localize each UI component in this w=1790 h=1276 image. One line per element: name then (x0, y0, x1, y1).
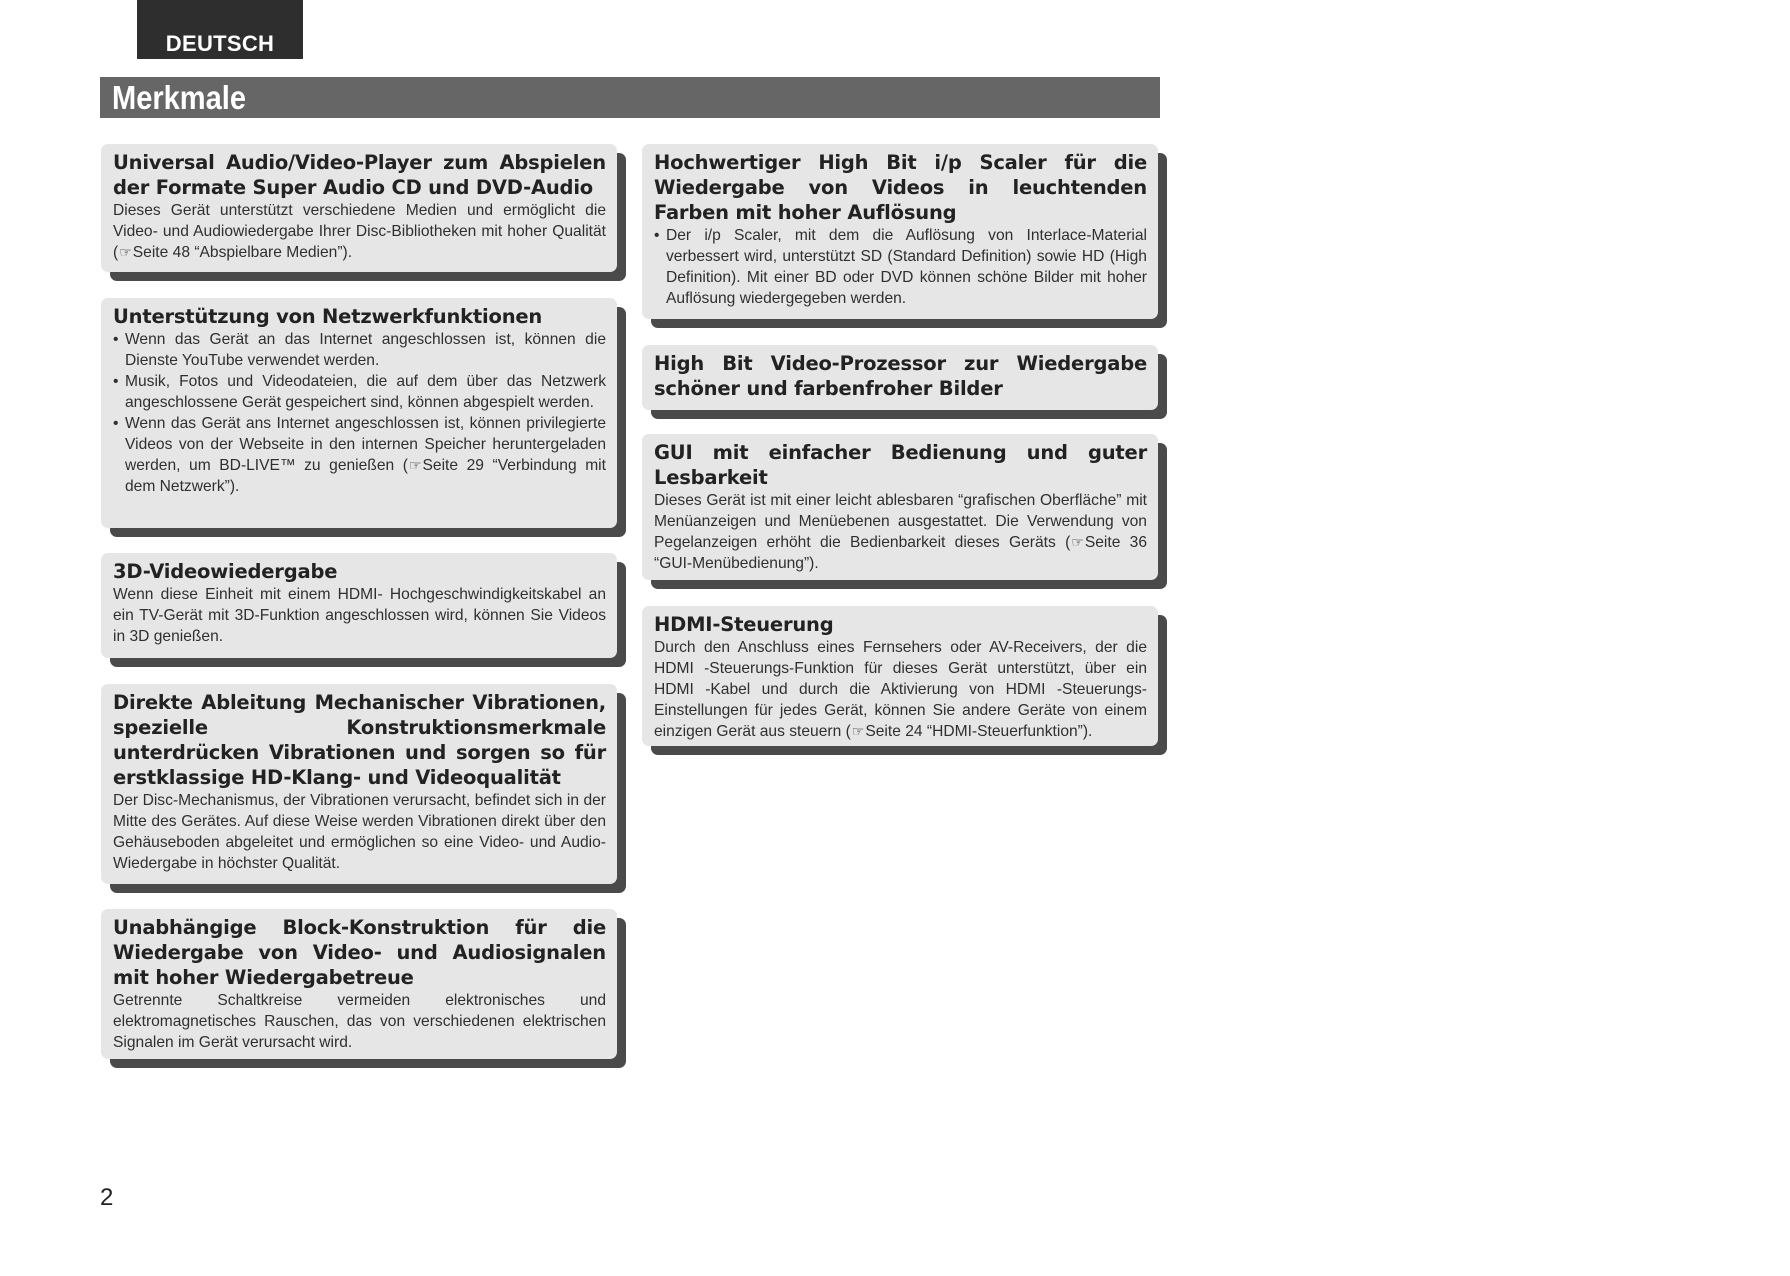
feature-description: Getrennte Schaltkreise vermeiden elektronisches und elektromagnetisches Rauschen, das von verschiedenen elektrischen Signalen im Gerät verursacht wird. (113, 992, 606, 1051)
feature-description: Dieses Gerät ist mit einer leicht ablesbaren “grafischen Oberfläche” mit Menüanzeigen und Menüebenen ausgestattet. Die Verwendung von Pegelanzeigen erhöht die Bedienbarkeit dieses Geräts (☞Seite 36 “GUI-Menübedienung”). (654, 492, 1147, 572)
feature-heading: 3D-Videowiedergabe (113, 560, 338, 583)
page-reference-icon: ☞ (851, 723, 865, 739)
feature-bullet: • Musik, Fotos und Videodateien, die auf dem über das Netzwerk angeschlossene Gerät gespeichert sind, können abgespielt werden. (113, 371, 606, 413)
page-reference-icon: ☞ (1071, 534, 1084, 550)
feature-description: Wenn diese Einheit mit einem HDMI- Hochgeschwindigkeitskabel an ein TV-Gerät mit 3D-Funktion angeschlossen wird, können Sie Videos in 3D genießen. (113, 586, 606, 645)
feature-card-gui (642, 434, 1158, 580)
feature-bullet-list (654, 225, 1147, 309)
feature-heading: Universal Audio/Video-Player zum Abspielen der Formate Super Audio CD und DVD-Audio (113, 151, 606, 199)
feature-card-block-construction (101, 909, 617, 1059)
feature-bullet: • Wenn das Gerät an das Internet angeschlossen ist, können die Dienste YouTube verwendet werden. (113, 329, 606, 371)
feature-card-3d-video (101, 553, 617, 658)
feature-heading: Direkte Ableitung Mechanischer Vibrationen, spezielle Konstruktionsmerkmale unterdrücken Vibrationen und sorgen so für erstklassige HD-Klang- und Videoqualität (113, 691, 606, 789)
feature-heading: Unabhängige Block-Konstruktion für die Wiedergabe von Video- und Audiosignalen mit hoher Wiedergabetreue (113, 916, 606, 989)
feature-card-ip-scaler (642, 144, 1158, 319)
feature-heading: High Bit Video-Prozessor zur Wiedergabe schöner und farbenfroher Bilder (654, 352, 1147, 400)
feature-description: Der Disc-Mechanismus, der Vibrationen verursacht, befindet sich in der Mitte des Gerätes. Auf diese Weise werden Vibrationen direkt über den Gehäuseboden abgeleitet und ermöglichen so eine Video- und Audio-Wiedergabe in höchster Qualität. (113, 792, 606, 872)
feature-bullet-list (113, 329, 606, 497)
feature-card-network (101, 298, 617, 528)
section-title-bar (100, 77, 1160, 118)
feature-description: Dieses Gerät unterstützt verschiedene Medien und ermöglicht die Video- und Audiowiedergabe Ihrer Disc-Bibliotheken mit hoher Qualität (☞Seite 48 “Abspielbare Medien”). (113, 202, 606, 261)
feature-heading: GUI mit einfacher Bedienung und guter Lesbarkeit (654, 441, 1147, 489)
language-tab: DEUTSCH (137, 0, 303, 59)
section-title: Merkmale (112, 79, 246, 116)
page-reference-icon: ☞ (408, 457, 422, 473)
feature-card-universal-player (101, 144, 617, 272)
page-number: 2 (100, 1184, 114, 1211)
feature-heading: HDMI-Steuerung (654, 613, 834, 636)
page-reference-icon: ☞ (119, 244, 132, 260)
feature-bullet: • Wenn das Gerät ans Internet angeschlossen ist, können privilegierte Videos von der Webseite in den internen Speicher heruntergeladen werden, um BD-LIVE™ zu genießen (☞Seite 29 “Verbindung mit dem Netzwerk”). (113, 413, 606, 497)
feature-card-vibration (101, 684, 617, 884)
feature-heading: Hochwertiger High Bit i/p Scaler für die Wiedergabe von Videos in leuchtenden Farben mit hoher Auflösung (654, 151, 1147, 224)
feature-card-hdmi-control (642, 606, 1158, 746)
feature-bullet: • Der i/p Scaler, mit dem die Auflösung von Interlace-Material verbessert wird, unterstützt SD (Standard Definition) sowie HD (High Definition). Mit einer BD oder DVD können schöne Bilder mit hoher Auflösung wiedergegeben werden. (654, 225, 1147, 309)
feature-heading: Unterstützung von Netzwerkfunktionen (113, 305, 543, 328)
feature-description: Durch den Anschluss eines Fernsehers oder AV-Receivers, der die HDMI -Steuerungs-Funktion für dieses Gerät unterstützt, über ein HDMI -Kabel und durch die Aktivierung von HDMI -Steuerungs-Einstellungen für jedes Gerät, können Sie andere Geräte von einem einzigen Gerät aus steuern (☞Seite 24 “HDMI-Steuerfunktion”). (654, 639, 1147, 740)
feature-card-video-processor (642, 345, 1158, 410)
